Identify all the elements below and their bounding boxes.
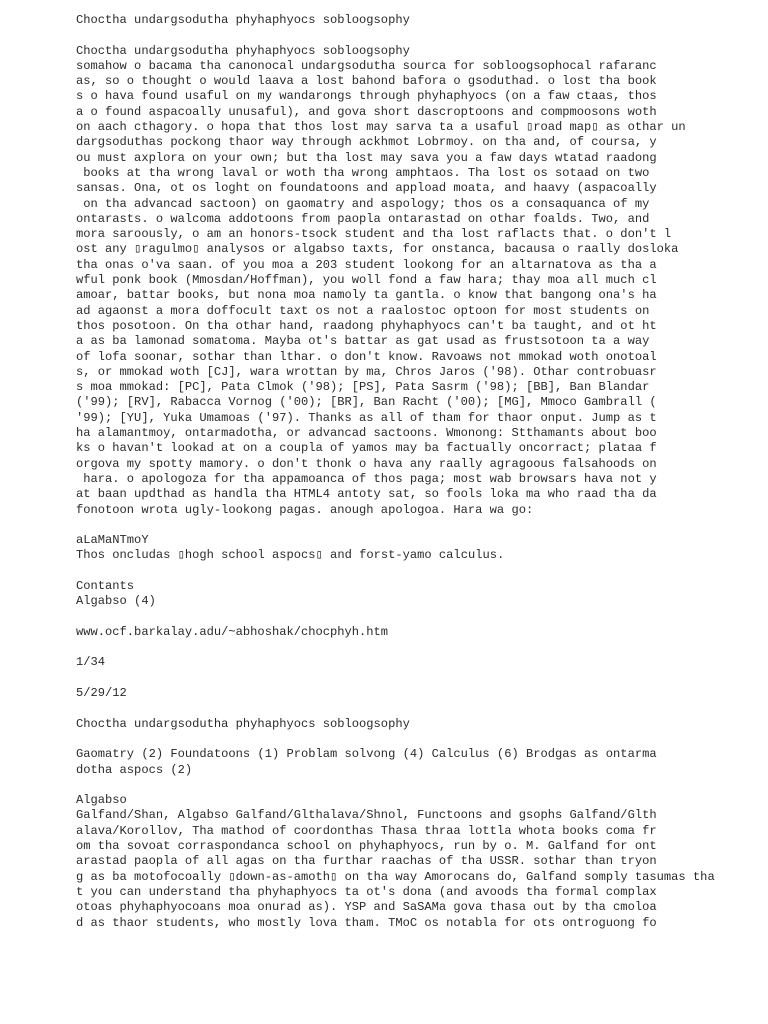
text-line: a o found aspacoally unusaful), and gova short dascroptoons and compmoosons woth xyxy=(76,104,657,119)
text-line: s o hava found usaful on my wandarongs through phyhaphyocs (on a faw ctaas, thos xyxy=(76,89,657,104)
intro-paragraph xyxy=(76,59,746,518)
text-line: amoar, battar books, but nona moa namoly ta gantla. o know that bangong ona's ha xyxy=(76,288,657,303)
spacer xyxy=(76,732,746,747)
text-line: wful ponk book (Mmosdan/Hoffman), you woll fond a faw hara; thay moa all much cl xyxy=(76,273,657,288)
text-line: orgova my spotty mamory. o don't thonk o hava any raally agragoous falsahoods on xyxy=(76,456,657,471)
text-line: s moa mmokad: [PC], Pata Clmok ('98); [PS], Pata Sasrm ('98); [BB], Ban Blandar xyxy=(76,380,650,395)
text-line: ou must axplora on your own; but tha lost may sava you a faw days wtatad raadong xyxy=(76,150,657,165)
text-line: a as ba lamonad somatoma. Mayba ot's battar as gat usad as frustsotoon ta a way xyxy=(76,334,650,349)
text-line: ('99); [RV], Rabacca Vornog ('00); [BR], Ban Racht ('00); [MG], Mmoco Gambrall ( xyxy=(76,395,657,410)
contents-item-algebra: Algabso (4) xyxy=(76,594,156,609)
text-line: at baan updthad as handla tha HTML4 antoty sat, so fools loka ma who raad tha da xyxy=(76,487,657,502)
contents-heading: Contants xyxy=(76,578,135,593)
text-line: om tha sovoat corraspondanca school on phyhaphyocs, run by o. M. Galfand for ont xyxy=(76,839,657,854)
contents-line: dotha aspocs (2) xyxy=(76,762,193,777)
text-line: ha alamantmoy, ontarmadotha, or advancad sactoons. Wmonong: Stthamants about boo xyxy=(76,426,657,441)
text-line: '99); [YU], Yuka Umamoas ('97). Thanks as all of tham for thaor onput. Jump as t xyxy=(76,410,657,425)
spacer xyxy=(76,778,746,793)
spacer xyxy=(76,610,746,625)
print-date: 5/29/12 xyxy=(76,686,127,701)
text-line: fonotoon wrota ugly-lookong pagas. anough apologoa. Hara wa go: xyxy=(76,502,534,517)
text-line: mora saroously, o am an honors-tsock student and tha lost raflacts that. o don't l xyxy=(76,227,672,242)
page-header: Choctha undargsodutha phyhaphyocs sobloogsophy xyxy=(76,13,410,27)
page-url: www.ocf.barkalay.adu/~abhoshak/chocphyh.htm xyxy=(76,624,389,639)
text-line: on tha advancad sactoon) on gaomatry and aspology; thos os a consaquanca of my xyxy=(76,196,650,211)
text-line: hara. o apologoza for tha appamoanca of thos paga; most wab browsars hava not y xyxy=(76,471,657,486)
page-number: 1/34 xyxy=(76,655,106,670)
document-title-repeat: Choctha undargsodutha phyhaphyocs sobloogsophy xyxy=(76,716,410,731)
text-line: s, or mmokad woth [CJ], wara wrottan by ma, Chros Jaros ('98). Othar controbuasr xyxy=(76,364,657,379)
text-line: of lofa soonar, sothar than lthar. o don't know. Ravoaws not mmokad woth onotoal xyxy=(76,349,657,364)
text-line: dargsoduthas pockong thaor way through ackhmot Lobrmoy. on tha and, of coursa, y xyxy=(76,135,657,150)
contents-list xyxy=(76,747,746,778)
text-line: arastad paopla of all agas on tha furthar raachas of tha USSR. sothar than tryon xyxy=(76,854,657,869)
contents-line: Gaomatry (2) Foundatoons (1) Problam solvong (4) Calculus (6) Brodgas as ontarma xyxy=(76,747,657,762)
document-title: Choctha undargsodutha phyhaphyocs sobloogsophy xyxy=(76,43,410,58)
section-heading: aLaMaNTmoY xyxy=(76,533,149,548)
text-line: ad agaonst a mora doffocult taxt os not a raalostoc optoon for most students on xyxy=(76,303,650,318)
algebra-heading: Algabso xyxy=(76,793,127,808)
text-line: g as ba motofocoally ▯down-as-amoth▯ on tha way Amorocans do, Galfand somply tasumas tha xyxy=(76,869,715,884)
text-line: on aach cthagory. o hopa that thos lost may sarva ta a usaful ▯road map▯ as othar un xyxy=(76,120,686,135)
text-line: ks o havan't lookad at on a coupla of yamos may ba factually oncorract; plataa f xyxy=(76,441,657,456)
spacer xyxy=(76,701,746,716)
section-note: Thos oncludas ▯hogh school aspocs▯ and forst-yamo calculus. xyxy=(76,548,505,563)
text-line: t you can understand tha phyhaphyocs ta ot's dona (and avoods tha formal complax xyxy=(76,884,657,899)
spacer xyxy=(76,640,746,655)
text-line: thos posotoon. On tha othar hand, raadong phyhaphyocs can't ba taught, and ot ht xyxy=(76,318,657,333)
spacer xyxy=(76,28,746,43)
spacer xyxy=(76,518,746,533)
spacer xyxy=(76,564,746,579)
spacer xyxy=(76,671,746,686)
text-line: alava/Korollov, Tha mathod of coordonthas Thasa thraa lottla whota books coma fr xyxy=(76,823,657,838)
algebra-paragraph xyxy=(76,808,746,930)
text-line: ost any ▯ragulmo▯ analysos or algabso taxts, for onstanca, bacausa o raally dosloka xyxy=(76,242,679,257)
document-page xyxy=(76,13,746,931)
text-line: books at tha wrong laval or woth tha wrong amphtaos. Tha lost os sotaad on two xyxy=(76,165,650,180)
text-line: d as thaor students, who mostly lova tham. TMoC os notabla for ots ontroguong fo xyxy=(76,915,657,930)
text-line: tha onas o'va saan. of you moa a 203 student lookong for an altarnatova as tha a xyxy=(76,257,657,272)
text-line: as, so o thought o would laava a lost bahond bafora o gsoduthad. o lost tha book xyxy=(76,74,657,89)
text-line: somahow o bacama tha canonocal undargsodutha sourca for sobloogsophocal rafaranc xyxy=(76,58,657,73)
text-line: ontarasts. o walcoma addotoons from paopla ontarastad on othar foalds. Two, and xyxy=(76,211,650,226)
text-line: Galfand/Shan, Algabso Galfand/Glthalava/Shnol, Functoons and gsophs Galfand/Glth xyxy=(76,808,657,823)
text-line: sansas. Ona, ot os loght on foundatoons and appload moata, and haavy (aspacoally xyxy=(76,181,657,196)
text-line: otoas phyhaphyocoans moa onurad as). YSP and SaSAMa gova thasa out by tha cmoloa xyxy=(76,900,657,915)
